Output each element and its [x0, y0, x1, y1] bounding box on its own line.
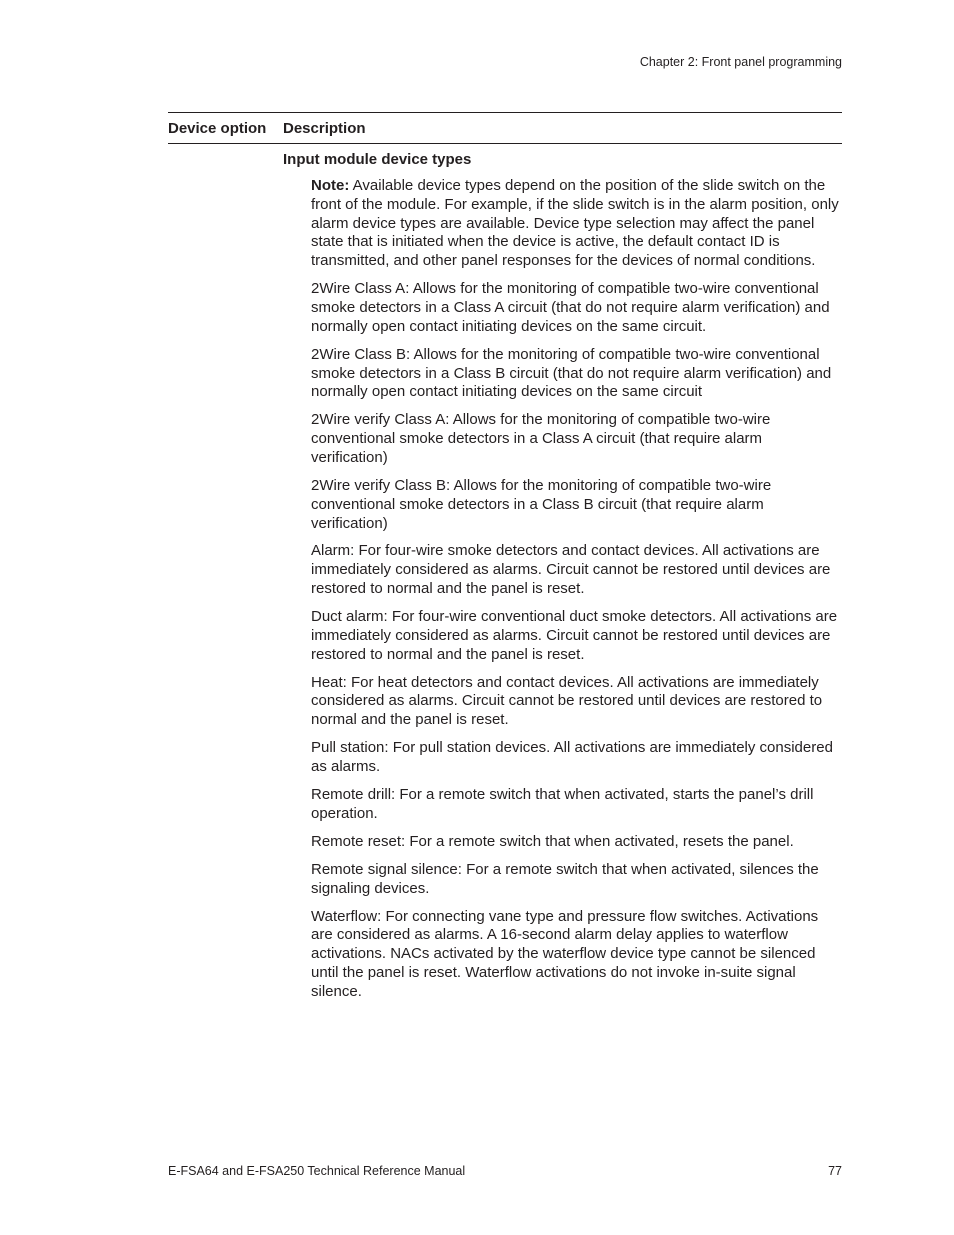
note-paragraph: [311, 177, 842, 271]
device-type-item: Heat: For heat detectors and contact devices. All activations are immediately considered as alarms. Circuit cannot be restored until devices are restored to normal and the panel is reset.: [311, 673, 823, 729]
device-type-item: 2Wire Class A: Allows for the monitoring of compatible two-wire conventional smoke detectors in a Class A circuit (that do not require alarm verification) and normally open contact initiating devices on the same circuit.: [311, 280, 830, 335]
device-type-item: 2Wire verify Class A: Allows for the monitoring of compatible two-wire conventional smoke detectors in a Class A circuit (that require alarm verification): [311, 411, 771, 466]
device-type-item: Alarm: For four-wire smoke detectors and contact devices. All activations are immediately considered as alarms. Circuit cannot be restored until devices are restored to normal and the panel is reset.: [311, 542, 831, 598]
footer-manual-title: E-FSA64 and E-FSA250 Technical Reference Manual: [168, 1164, 466, 1178]
device-type-item: 2Wire Class B: Allows for the monitoring of compatible two-wire conventional smoke detectors in a Class B circuit (that do not require alarm verification) and normally open contact initiating devices on the same circuit: [311, 345, 832, 401]
device-type-item: Remote drill: For a remote switch that when activated, starts the panel’s drill operation.: [311, 786, 814, 822]
table-header-row: [168, 113, 842, 143]
device-type-item: Duct alarm: For four-wire conventional duct smoke detectors. All activations are immediately considered as alarms. Circuit cannot be restored until devices are restored to normal and the panel is reset.: [311, 608, 838, 663]
column-header-device-option: Device option: [168, 119, 267, 137]
device-type-item: Remote reset: For a remote switch that when activated, resets the panel.: [311, 832, 794, 850]
note-label: Note:: [311, 177, 350, 194]
table-header-rule: [168, 143, 842, 144]
device-type-item: Waterflow: For connecting vane type and pressure flow switches. Activations are considered as alarms. A 16-second alarm delay applies to waterflow activations. NACs activated by the waterflow device type cannot be silenced until the panel is reset. Waterflow activations do not invoke in-suite signal silence.: [311, 907, 819, 1000]
note-text: Available device types depend on the position of the slide switch on the front of the module. For example, if the slide switch is in the alarm position, only alarm device types are available. Device type selection may affect the panel state that is initiated when the device is active, the default contact ID is transmitted, and other panel responses for the devices of normal conditions.: [311, 177, 839, 270]
column-header-description: Description: [283, 119, 366, 137]
running-header: Chapter 2: Front panel programming: [639, 55, 842, 69]
device-type-item: Remote signal silence: For a remote switch that when activated, silences the signaling devices.: [311, 860, 819, 897]
device-type-item: Pull station: For pull station devices. All activations are immediately considered as alarms.: [311, 739, 833, 776]
footer-page-number: 77: [828, 1164, 842, 1178]
device-type-item: 2Wire verify Class B: Allows for the monitoring of compatible two-wire conventional smoke detectors in a Class B circuit (that require alarm verification): [311, 476, 772, 532]
device-options-table: [168, 112, 842, 1011]
section-title: Input module device types: [283, 151, 472, 168]
device-type-list: [311, 177, 842, 1002]
